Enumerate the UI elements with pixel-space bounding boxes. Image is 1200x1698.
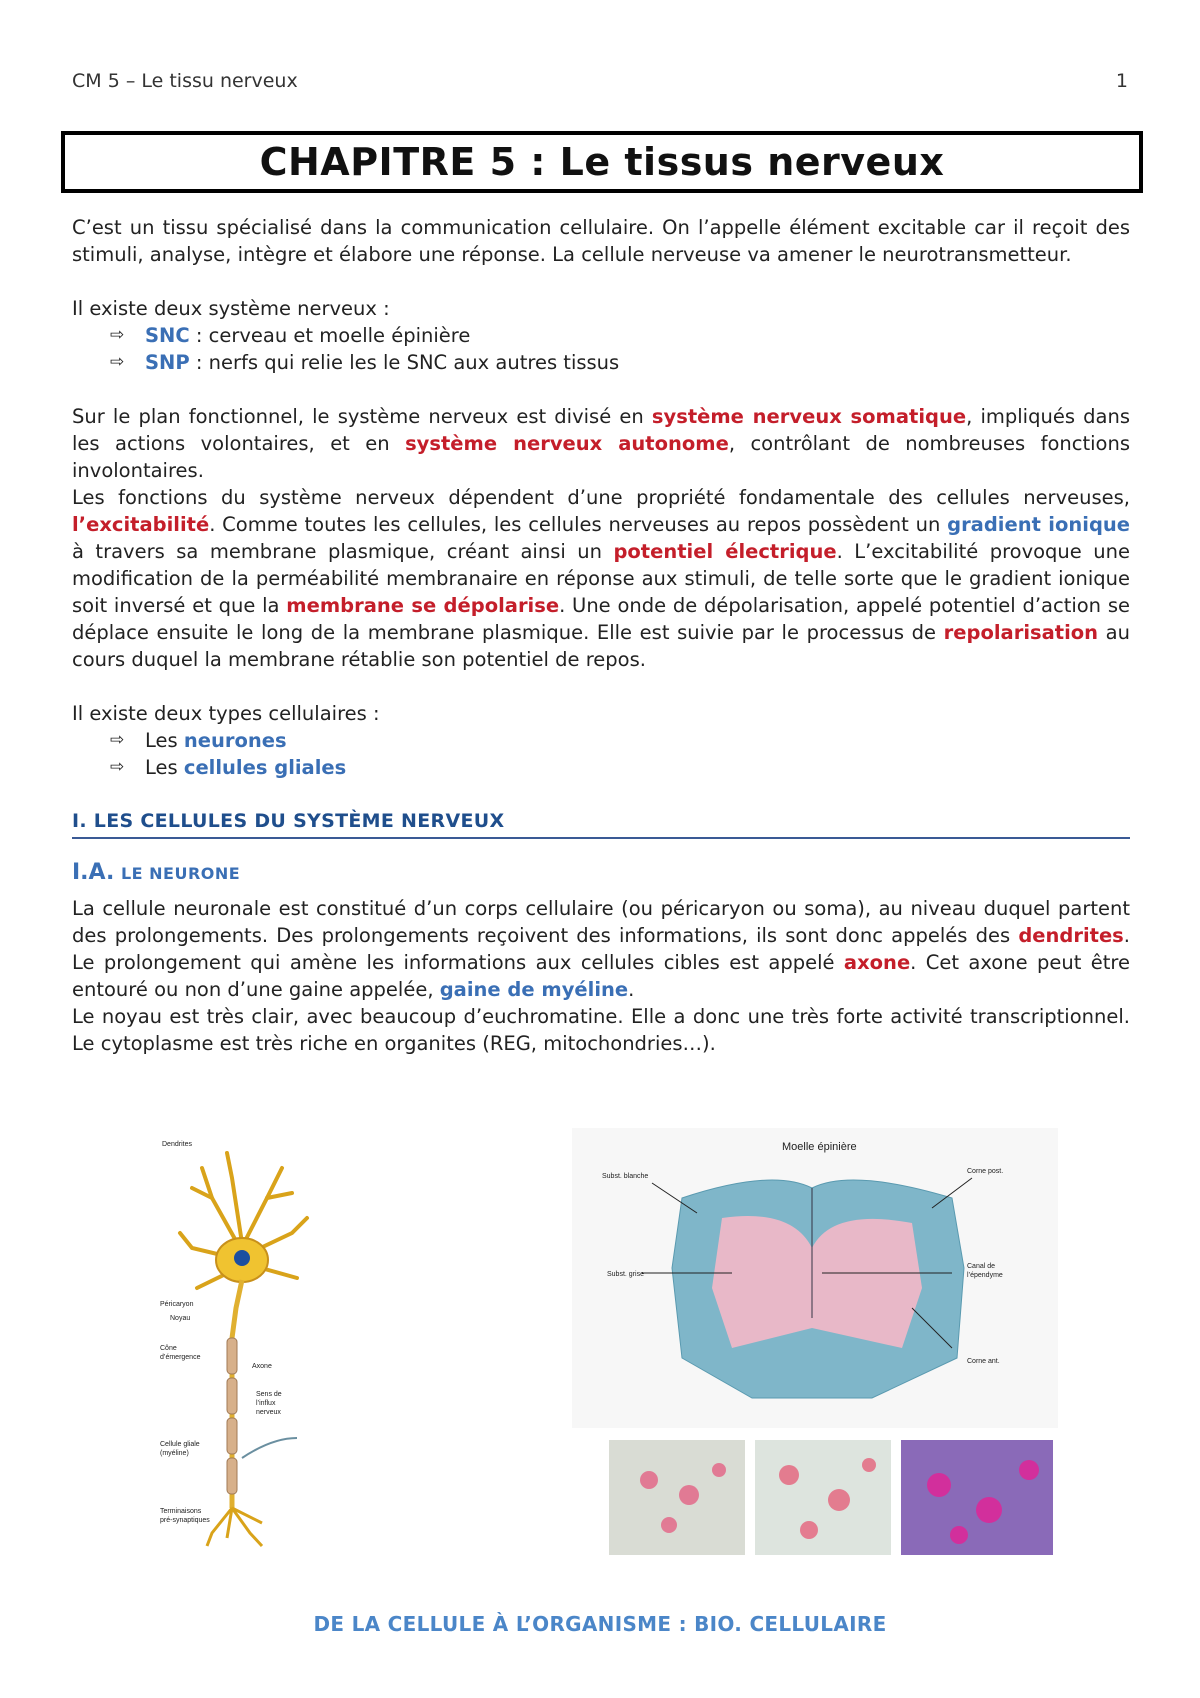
arrow-right-icon: ⇨ (110, 730, 125, 750)
figures-area (0, 1128, 1200, 1568)
svg-text:l’influx: l’influx (256, 1400, 276, 1407)
intro-paragraph: C’est un tissu spécialisé dans la communication cellulaire. On l’appelle élément excitable car il reçoit des stimuli, analyse, intègre et élabore une réponse. La cellule nerveuse va amener le neurotransmetteur. (72, 216, 1130, 266)
functional-paragraph: Sur le plan fonctionnel, le système nerveux est divisé en système nerveux somatique, impliqués dans les actions volontaires, et en système nerveux autonome, contrôlant de nombreuses fonctions involontaires. (72, 405, 1130, 482)
svg-text:nerveux: nerveux (256, 1409, 281, 1416)
list-item: ⇨ Les cellules gliales (110, 756, 347, 779)
header-title: CM 5 – Le tissu nerveux (72, 70, 298, 92)
main-content (72, 214, 1130, 1057)
svg-text:Noyau: Noyau (170, 1315, 191, 1322)
svg-text:(myéline): (myéline) (160, 1450, 189, 1457)
neurone-paragraph: La cellule neuronale est constitué d’un corps cellulaire (ou péricaryon ou soma), au niveau duquel partent des prolongements. Des prolongements reçoivent des informations, ils sont donc appelés des dendrites. Le prolongement qui amène les informations aux cellules cibles est appelé axone. Cet axone peut être entouré ou non d’une gaine appelée, gaine de myéline. (72, 897, 1130, 1001)
list-item: ⇨ Les neurones (110, 729, 287, 752)
svg-text:Terminaisons: Terminaisons (160, 1508, 202, 1515)
svg-text:Subst. blanche: Subst. blanche (602, 1173, 649, 1180)
spinal-cord-image (572, 1128, 1058, 1428)
types-list (72, 727, 1130, 781)
svg-text:Sens de: Sens de (256, 1391, 282, 1398)
svg-text:Cellule gliale: Cellule gliale (160, 1441, 200, 1448)
types-lead: Il existe deux types cellulaires : (72, 702, 380, 725)
arrow-right-icon: ⇨ (110, 757, 125, 777)
noyau-paragraph: Le noyau est très clair, avec beaucoup d’euchromatine. Elle a donc une très forte activité transcriptionnel. Le cytoplasme est très riche en organites (REG, mitochondries…). (72, 1005, 1130, 1055)
svg-text:Moelle épinière: Moelle épinière (782, 1141, 857, 1153)
neuron-diagram (160, 1138, 312, 1548)
list-item: ⇨ SNP : nerfs qui relie les le SNC aux autres tissus (110, 351, 620, 374)
svg-text:Dendrites: Dendrites (162, 1141, 192, 1148)
svg-text:pré-synaptiques: pré-synaptiques (160, 1517, 210, 1524)
page-footer: DE LA CELLULE À L’ORGANISME : BIO. CELLULAIRE (313, 1612, 887, 1636)
svg-text:l’épendyme: l’épendyme (967, 1272, 1003, 1279)
svg-text:Cône: Cône (160, 1345, 177, 1352)
page-number: 1 (1115, 70, 1128, 92)
page-header (72, 70, 1128, 100)
svg-text:Subst. grise: Subst. grise (607, 1271, 644, 1278)
svg-text:Corne post.: Corne post. (967, 1168, 1004, 1175)
subsection-heading: I.A. LE NEURONE (72, 860, 241, 885)
systems-lead: Il existe deux système nerveux : (72, 297, 390, 320)
arrow-right-icon: ⇨ (110, 352, 125, 372)
svg-text:Axone: Axone (252, 1363, 272, 1370)
section-heading: I. LES CELLULES DU SYSTÈME NERVEUX (72, 808, 1130, 839)
svg-text:Péricaryon: Péricaryon (160, 1301, 194, 1308)
chapter-title-box (61, 131, 1143, 193)
arrow-right-icon: ⇨ (110, 325, 125, 345)
nucleus-shape (234, 1250, 250, 1266)
excitability-paragraph: Les fonctions du système nerveux dépendent d’une propriété fondamentale des cellules nerveuses, l’excitabilité. Comme toutes les cellules, les cellules nerveuses au repos possèdent un gradient ionique à travers sa membrane plasmique, créant ainsi un potentiel électrique. L’excitabilité provoque une modification de la perméabilité membranaire en réponse aux stimuli, de telle sorte que le gradient ionique soit inversé et que la membrane se dépolarise. Une onde de dépolarisation, appelé potentiel d’action se déplace ensuite le long de la membrane plasmique. Elle est suivie par le processus de repolarisation au cours duquel la membrane rétablie son potentiel de repos. (72, 486, 1131, 671)
svg-text:d’émergence: d’émergence (160, 1354, 201, 1361)
svg-text:Corne ant.: Corne ant. (967, 1358, 1000, 1365)
svg-text:Canal de: Canal de (967, 1263, 996, 1270)
chapter-title: CHAPITRE 5 : Le tissus nerveux (259, 140, 945, 184)
list-item: ⇨ SNC : cerveau et moelle épinière (110, 324, 471, 347)
histology-thumbnails (609, 1440, 1053, 1555)
systems-list (72, 322, 1130, 376)
